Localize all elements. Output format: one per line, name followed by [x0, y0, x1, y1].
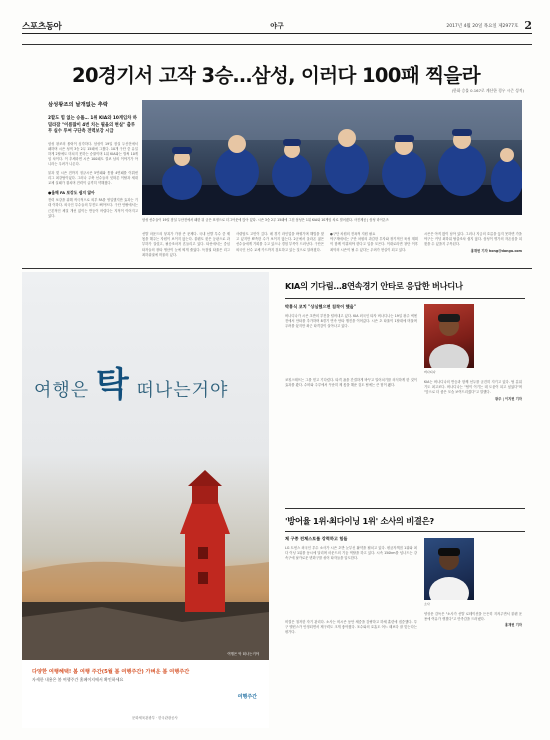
lead-paragraph-3: 전력 보강을 위해 적극적으로 외부 FA를 영입했지만 효과는 기대 이하다. 외국인 투수들의 부진도 뼈아프다. 구단 안팎에서는 근본적인 체질 개선 없이는 반등이 어렵다는 지적이 이어지고 있다. — [48, 198, 138, 218]
lead-paragraph-1: 삼성 왕조의 몰락이 심각하다. 삼성이 19일 잠실 두산전에서 패하며 시즌 성적 3승 2무 15패에 그쳤다. 10개 구단 중 유일하게 2할에도 미치지 못하는 승률이며 1위 KIA와는 벌써 10게임 차이다. 이 추세라면 시즌 100패도 결코 남의 이야기가 아니라는 우려가 나온다. — [48, 141, 138, 167]
sosa-photo — [424, 538, 474, 600]
article-divider — [285, 508, 525, 509]
headline-credit: (한화 승률 0.167로 계산한 경우 시즌 성적) — [451, 88, 524, 93]
dugout-illustration — [142, 100, 522, 215]
article-2-body-1: 버나디나가 시즌 초반의 부진을 털어내고 있다. KIA 외국인 타자 버나디나는 19일 광주 넥센전에서 안타를 추가하며 8경기 연속 안타 행진을 이어갔다. 시즌 초 타율이 1할대에 머물며 우려를 샀지만 최근 타격감이 살아나고 있다. — [285, 314, 417, 329]
article-2-col-3 — [424, 380, 522, 401]
ad-tagline-post: 떠나는거야 — [136, 380, 229, 401]
article-3-byline: 홍재현 기자 — [504, 623, 522, 628]
dateline: 2017년 4월 20일 목요일 제2977호 — [446, 23, 519, 29]
masthead — [22, 18, 532, 34]
lead-intro: 2할도 힘 없는 승률… 1위 KIA와 10게임차 하밀라잡 "이름많이 4번 치는 필을의 현실" 출루무 실수 투여 구단측 전력보강 시급 — [48, 116, 137, 134]
newspaper-logo: 스포츠동아 — [22, 21, 62, 32]
column-1: 선발 마운드의 붕괴가 가장 큰 문제다. 국내 선발 투수 중 제 몫을 해주는 자원이 보이지 않는다. 불펜도 잦은 등판으로 과부하가 걸렸고, 필승조마저 흔들리고 있다. 타선에서는 중심 타자들의 장타 생산이 눈에 띄게 줄었다. 득점권 타율은 리그 최하위권에 머물러 있다. — [142, 232, 230, 257]
photo-caption: 삼성 선수들이 19일 잠실 두산전에서 패한 뒤 굳은 표정으로 더그아웃에 앉아 있다. 시즌 3승 2무 15패에 그친 삼성은 1위 KIA와 10게임 차로 벌어졌다. 사진제공 | 삼성 라이온즈 — [142, 218, 389, 222]
ad-tagline — [34, 357, 228, 406]
tourism-advertisement — [22, 272, 269, 728]
article-2-quote: 박흥식 코치 "상심했으면 침착이 했을" — [285, 304, 356, 309]
article-2-photo-caption: 버나디나 — [424, 370, 436, 374]
lead-kicker: 삼성왕조의 날개없는 추락 — [48, 102, 108, 108]
article-3-rule — [285, 531, 525, 532]
ad-brand-logo: 여행주간 — [237, 694, 257, 700]
article-2-body-3: KIA는 버나디나의 반등과 함께 선두를 굳건히 지키고 있다. 팀 분위기도 최고조다. 버나디나는 "팀이 이기는 데 도움이 되고 싶었다"며 "앞으로 더 좋은 모습 보여드리겠다"고 말했다. — [424, 380, 522, 395]
team-dugout-photo — [142, 100, 522, 215]
bernadina-photo — [424, 304, 474, 368]
section-label: 야구 — [270, 21, 284, 30]
ad-note: 여행은 탁 떠나는거야 — [227, 652, 259, 656]
page-number: 2 — [524, 19, 532, 32]
article-3-body-2: 비결은 철저한 자기 관리다. 소사는 비시즌 동안 체중을 감량하고 하체 훈련에 집중했다. 투구 밸런스가 안정되면서 제구력도 크게 좋아졌다. 포수와의 호흡도 어느 때보다 잘 맞는다는 평가다. — [285, 620, 417, 635]
ad-footer — [22, 660, 269, 728]
ad-footer-subline: 자세한 내용은 봄 여행주간 홈페이지에서 확인하세요 — [32, 677, 124, 682]
lead-subhead: ●올해 FA 보강도 쉽지 않아 — [48, 190, 95, 196]
ad-footer-headline: 다양한 여행혜택! 봄 여행 주간(5월 봄 여행주간) 가벼운 봄 여행주간 — [32, 669, 190, 675]
column-4: 시즌은 아직 많이 남아 있다. 그러나 지금의 흐름을 끊지 못하면 가을야구는 커녕 최하위 탈출조차 쉽지 않다. 삼성이 명가의 자존심을 되찾을 수 있을지 주목된다. — [424, 232, 522, 247]
top-rule — [22, 44, 532, 45]
ad-tagline-big: 탁 — [95, 365, 130, 405]
column-2: 사령탑도 고민이 깊다. 매 경기 라인업을 바꿔가며 해법을 찾고 있지만 뾰족한 수가 보이지 않는다. 2군에서 올라온 젊은 선수들에게 기회를 주고 있으나 경험 부족이 드러난다. 구단은 외국인 선수 교체 카드까지 검토하고 있는 것으로 알려졌다. — [236, 232, 325, 252]
player-portrait — [424, 538, 474, 600]
column-4-block — [424, 232, 522, 253]
player-portrait — [424, 304, 474, 368]
article-2-title: KIA의 기다림…8연속경기 안타로 응답한 버나디나 — [285, 281, 463, 291]
lead-byline: 홍재현 기자 hong@donga.com — [470, 248, 522, 253]
article-2-byline: 광주 | 이지현 기자 — [495, 396, 522, 401]
ad-tagline-pre: 여행은 — [34, 380, 90, 401]
article-3-photo-caption: 소사 — [424, 602, 430, 606]
ad-sponsor: 문화체육관광부 · 한국관광공사 — [132, 716, 178, 720]
lighthouse-icon — [180, 470, 230, 612]
article-3-quote: 체 구종 전체스토를 강력하고 힘들 — [285, 536, 348, 541]
article-3-title: '방어율 1위·최다이닝 1위' 소사의 비결은? — [285, 516, 434, 526]
article-3-body-1: LG 트윈스 외국인 투수 소사가 시즌 초반 눈부신 활약을 펼치고 있다. 평균자책점 1위와 최다 이닝 1위를 동시에 달리며 마운드의 기둥 역할을 하고 있다. 시속 150km를 넘나드는 강속구에 날카로운 변화구를 섞어 타자들을 압도한다. — [285, 546, 417, 561]
mid-rule — [22, 268, 532, 269]
article-3-body-3: 양상문 감독은 "소사가 선발 로테이션을 든든히 지켜주면서 불펜 운용에 여유가 생겼다"고 만족감을 드러냈다. — [424, 612, 522, 622]
article-2-rule — [285, 298, 525, 299]
column-3: ●구단 차원의 전폭적 지원 필요 야구계에서는 구단 차원의 과감한 투자와 장기적인 육성 계획이 함께 이뤄져야 한다고 입을 모은다. 이대로라면 창단 이후 최악의 시즌이 될 수 있다는 우려가 현실이 되고 있다. — [330, 232, 418, 252]
lead-paragraph-2: 불과 몇 시즌 전까지 정규시즌 5연패와 통합 4연패를 이뤄낸 리그 최강팀이었다. 그러나 주축 선수들의 잇따른 이탈과 세대교체 실패가 겹치며 전력이 급격히 약해졌다. — [48, 170, 138, 185]
lead-block — [48, 100, 138, 219]
article-3-col-3 — [424, 612, 522, 627]
article-2-body-2: 코칭스태프는 그를 믿고 기다렸다. 타격 폼을 간결하게 바꾸고 밀어치기를 의식하게 한 것이 효과를 봤다. 수비와 주루에서 꾸준히 제 몫을 해준 것도 팀에는 큰 힘이 됐다. — [285, 378, 417, 388]
main-headline: 20경기서 고작 3승…삼성, 이러다 100패 찍을라 — [71, 64, 481, 87]
